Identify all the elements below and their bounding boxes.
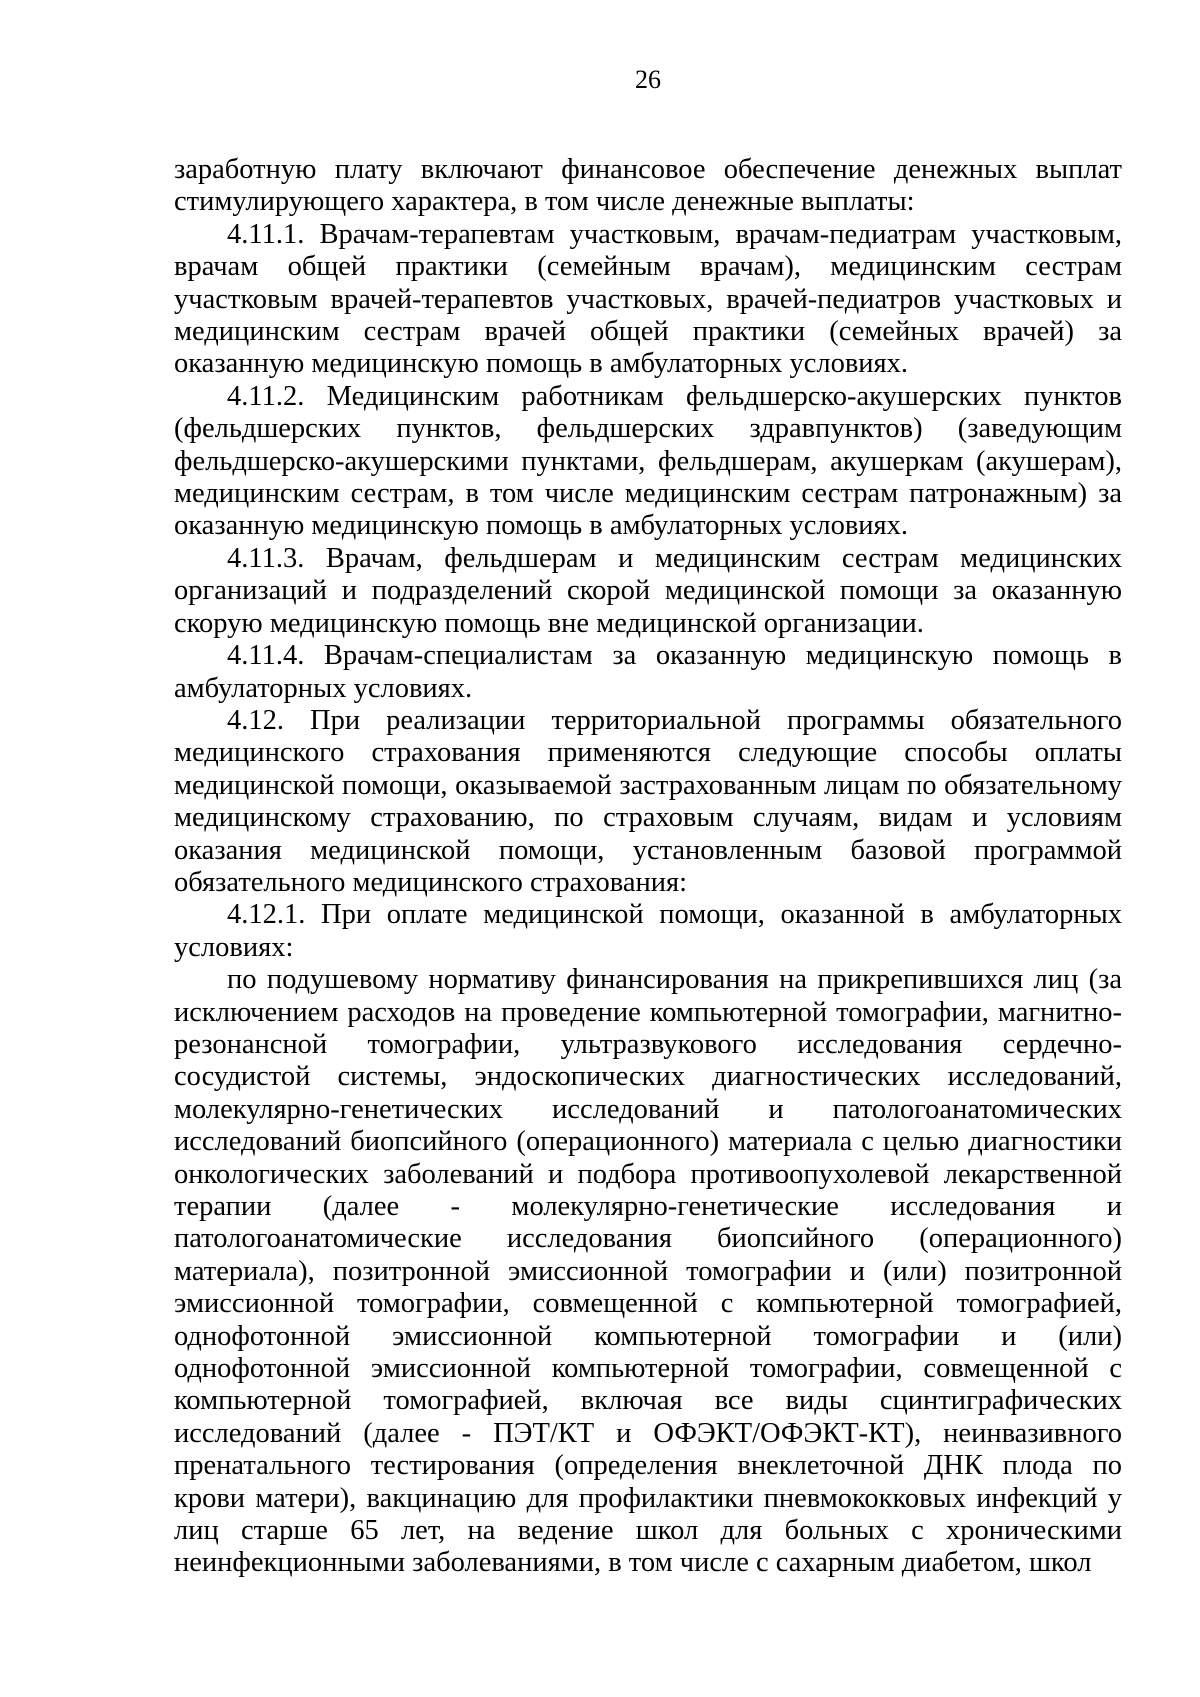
document-body — [174, 154, 1122, 1580]
page-number: 26 — [635, 65, 661, 94]
paragraph-4-12-1: 4.12.1. При оплате медицинской помощи, оказанной в амбулаторных условиях: — [174, 899, 1122, 963]
paragraph-4-11-4: 4.11.4. Врачам-специалистам за оказанную медицинскую помощь в амбулаторных условиях. — [174, 640, 1122, 704]
paragraph-continuation: заработную плату включают финансовое обеспечение денежных выплат стимулирующего характера, в том числе денежные выплаты: — [174, 154, 1122, 218]
paragraph-4-11-3: 4.11.3. Врачам, фельдшерам и медицинским сестрам медицинских организаций и подразделений скорой медицинской помощи за оказанную скорую медицинскую помощь вне медицинской организации. — [174, 542, 1122, 639]
paragraph-4-12: 4.12. При реализации территориальной программы обязательного медицинского страхования применяются следующие способы оплаты медицинской помощи, оказываемой застрахованным лицам по обязательному медицинскому страхованию, по страховым случаям, видам и условиям оказания медицинской помощи, установленным базовой программой обязательного медицинского страхования: — [174, 704, 1122, 898]
document-page — [174, 64, 1122, 1580]
paragraph-4-11-1: 4.11.1. Врачам-терапевтам участковым, врачам-педиатрам участковым, врачам общей практики (семейным врачам), медицинским сестрам участковым врачей-терапевтов участковых, врачей-педиатров участковых и медицинским сестрам врачей общей практики (семейных врачей) за оказанную медицинскую помощь в амбулаторных условиях. — [174, 218, 1122, 380]
paragraph-capitation: по подушевому нормативу финансирования на прикрепившихся лиц (за исключением расходов на проведение компьютерной томографии, магнитно-резонансной томографии, ультразвукового исследования сердечно-сосудистой системы, эндоскопических диагностических исследований, молекулярно-генетических исследований и патологоанатомических исследований биопсийного (операционного) материала с целью диагностики онкологических заболеваний и подбора противоопухолевой лекарственной терапии (далее - молекулярно-генетические исследования и патологоанатомические исследования биопсийного (операционного) материала), позитронной эмиссионной томографии и (или) позитронной эмиссионной томографии, совмещенной с компьютерной томографией, однофотонной эмиссионной компьютерной томографии и (или) однофотонной эмиссионной компьютерной томографии, совмещенной с компьютерной томографией, включая все виды сцинтиграфических исследований (далее - ПЭТ/КТ и ОФЭКТ/ОФЭКТ-КТ), неинвазивного пренатального тестирования (определения внеклеточной ДНК плода по крови матери), вакцинацию для профилактики пневмококковых инфекций у лиц старше 65 лет, на ведение школ для больных с хроническими неинфекционными заболеваниями, в том числе с сахарным диабетом, школ — [174, 964, 1122, 1579]
paragraph-4-11-2: 4.11.2. Медицинским работникам фельдшерско-акушерских пунктов (фельдшерских пунктов, фельдшерских здравпунктов) (заведующим фельдшерско-акушерскими пунктами, фельдшерам, акушеркам (акушерам), медицинским сестрам, в том числе медицинским сестрам патронажным) за оказанную медицинскую помощь в амбулаторных условиях. — [174, 380, 1122, 542]
